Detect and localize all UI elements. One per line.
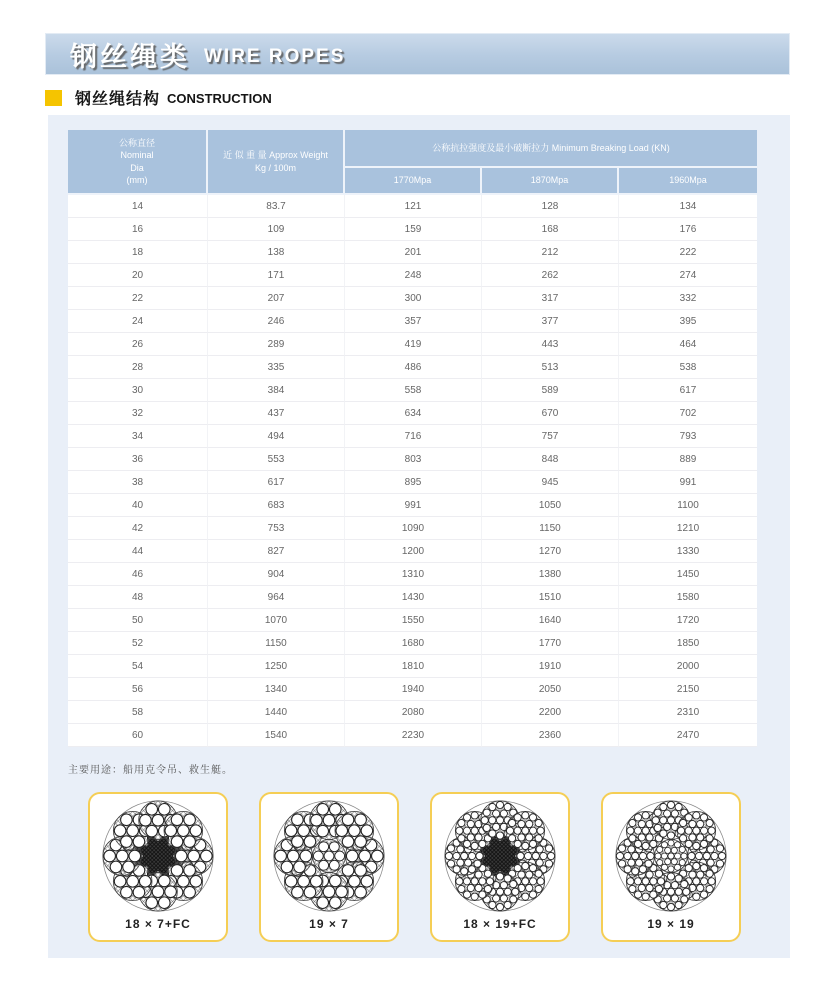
- cell-1960: 2000: [619, 655, 757, 678]
- cell-1960: 134: [619, 195, 757, 218]
- diagram-row: [48, 792, 790, 942]
- cell-weight: 437: [208, 402, 345, 425]
- table-row: [68, 563, 757, 586]
- cell-1960: 332: [619, 287, 757, 310]
- table-row: [68, 701, 757, 724]
- cell-1960: 1720: [619, 609, 757, 632]
- cell-weight: 1340: [208, 678, 345, 701]
- cell-1870: 168: [482, 218, 619, 241]
- table-row: [68, 402, 757, 425]
- content-panel: [48, 115, 790, 958]
- cell-dia: 42: [68, 517, 208, 540]
- diagram-card-18x7fc: [88, 792, 228, 942]
- cell-1960: 1450: [619, 563, 757, 586]
- cell-weight: 246: [208, 310, 345, 333]
- diagram-label: 19 × 7: [309, 917, 349, 931]
- cell-weight: 553: [208, 448, 345, 471]
- cell-dia: 48: [68, 586, 208, 609]
- col-header-grade-1870: 1870Mpa: [482, 168, 619, 195]
- cell-1960: 991: [619, 471, 757, 494]
- rope-cross-section-19x7-image: [271, 798, 387, 914]
- cell-1770: 121: [345, 195, 482, 218]
- spec-table: [68, 130, 757, 747]
- cell-1770: 419: [345, 333, 482, 356]
- cell-weight: 827: [208, 540, 345, 563]
- cell-1770: 1680: [345, 632, 482, 655]
- table-row: [68, 287, 757, 310]
- table-row: [68, 448, 757, 471]
- cell-dia: 14: [68, 195, 208, 218]
- cell-1960: 1850: [619, 632, 757, 655]
- spec-table-body: [68, 195, 757, 747]
- cell-weight: 1070: [208, 609, 345, 632]
- cell-weight: 1540: [208, 724, 345, 747]
- cell-1870: 1640: [482, 609, 619, 632]
- col1-en1: Nominal: [120, 150, 154, 161]
- cell-1960: 793: [619, 425, 757, 448]
- cell-1870: 443: [482, 333, 619, 356]
- cell-1870: 1770: [482, 632, 619, 655]
- col-header-grade-1770: 1770Mpa: [345, 168, 482, 195]
- table-row: [68, 724, 757, 747]
- cell-dia: 44: [68, 540, 208, 563]
- cell-1870: 848: [482, 448, 619, 471]
- section-header: [45, 86, 272, 109]
- table-row: [68, 609, 757, 632]
- cell-dia: 32: [68, 402, 208, 425]
- cell-weight: 753: [208, 517, 345, 540]
- cell-1870: 2360: [482, 724, 619, 747]
- cell-dia: 52: [68, 632, 208, 655]
- cell-weight: 964: [208, 586, 345, 609]
- cell-1870: 945: [482, 471, 619, 494]
- cell-1770: 2080: [345, 701, 482, 724]
- col2-line1: 近 似 重 量 Approx Weight: [223, 150, 328, 161]
- table-row: [68, 379, 757, 402]
- cell-1960: 1580: [619, 586, 757, 609]
- diagram-card-19x7: [259, 792, 399, 942]
- cell-1870: 513: [482, 356, 619, 379]
- cell-1870: 1150: [482, 517, 619, 540]
- col-header-grade-1960: 1960Mpa: [619, 168, 757, 195]
- cell-1870: 1510: [482, 586, 619, 609]
- usage-note: 主要用途：船用克令吊、救生艇。: [68, 765, 233, 776]
- cell-dia: 18: [68, 241, 208, 264]
- cell-1770: 1090: [345, 517, 482, 540]
- table-row: [68, 356, 757, 379]
- table-row: [68, 655, 757, 678]
- rope-cross-section-18x19fc-image: [442, 798, 558, 914]
- cell-1870: 757: [482, 425, 619, 448]
- cell-1770: 716: [345, 425, 482, 448]
- diagram-label: 18 × 7+FC: [125, 917, 191, 931]
- cell-1960: 1210: [619, 517, 757, 540]
- cell-1870: 128: [482, 195, 619, 218]
- diagram-card-19x19: [601, 792, 741, 942]
- cell-weight: 1440: [208, 701, 345, 724]
- cell-1870: 377: [482, 310, 619, 333]
- diagram-label: 19 × 19: [647, 917, 695, 931]
- section-title-en: CONSTRUCTION: [167, 91, 272, 106]
- cell-weight: 83.7: [208, 195, 345, 218]
- cell-dia: 24: [68, 310, 208, 333]
- cell-1770: 2230: [345, 724, 482, 747]
- cell-1870: 2200: [482, 701, 619, 724]
- cell-1770: 558: [345, 379, 482, 402]
- cell-dia: 38: [68, 471, 208, 494]
- cell-1960: 2470: [619, 724, 757, 747]
- cell-weight: 1250: [208, 655, 345, 678]
- table-row: [68, 540, 757, 563]
- cell-dia: 56: [68, 678, 208, 701]
- cell-1960: 274: [619, 264, 757, 287]
- cell-weight: 289: [208, 333, 345, 356]
- page-title-bar: [45, 33, 790, 75]
- cell-1870: 1910: [482, 655, 619, 678]
- cell-dia: 22: [68, 287, 208, 310]
- cell-1770: 486: [345, 356, 482, 379]
- cell-dia: 58: [68, 701, 208, 724]
- cell-dia: 34: [68, 425, 208, 448]
- cell-1960: 222: [619, 241, 757, 264]
- cell-1770: 1310: [345, 563, 482, 586]
- col1-en2: Dia: [130, 162, 144, 173]
- cell-1960: 2150: [619, 678, 757, 701]
- cell-1770: 1810: [345, 655, 482, 678]
- col-header-nominal-dia: [68, 130, 208, 195]
- table-row: [68, 586, 757, 609]
- cell-weight: 617: [208, 471, 345, 494]
- cell-weight: 207: [208, 287, 345, 310]
- cell-weight: 683: [208, 494, 345, 517]
- cell-dia: 40: [68, 494, 208, 517]
- cell-weight: 335: [208, 356, 345, 379]
- cell-weight: 1150: [208, 632, 345, 655]
- cell-dia: 28: [68, 356, 208, 379]
- cell-weight: 109: [208, 218, 345, 241]
- cell-weight: 138: [208, 241, 345, 264]
- table-row: [68, 264, 757, 287]
- cell-dia: 16: [68, 218, 208, 241]
- table-row: [68, 333, 757, 356]
- cell-1770: 803: [345, 448, 482, 471]
- cell-1960: 889: [619, 448, 757, 471]
- cell-1770: 357: [345, 310, 482, 333]
- cell-1770: 1200: [345, 540, 482, 563]
- cell-dia: 54: [68, 655, 208, 678]
- diagram-card-18x19fc: [430, 792, 570, 942]
- table-row: [68, 494, 757, 517]
- cell-weight: 904: [208, 563, 345, 586]
- cell-dia: 36: [68, 448, 208, 471]
- rope-cross-section-18x7fc-image: [100, 798, 216, 914]
- col-header-breaking-load: 公称抗拉强度及最小破断拉力 Minimum Breaking Load (KN): [345, 130, 757, 168]
- cell-dia: 46: [68, 563, 208, 586]
- rope-cross-section-19x19-image: [613, 798, 729, 914]
- table-row: [68, 195, 757, 218]
- cell-1870: 212: [482, 241, 619, 264]
- cell-1870: 2050: [482, 678, 619, 701]
- cell-1960: 464: [619, 333, 757, 356]
- cell-1770: 159: [345, 218, 482, 241]
- cell-1870: 262: [482, 264, 619, 287]
- table-row: [68, 310, 757, 333]
- col2-line2: Kg / 100m: [254, 162, 297, 173]
- cell-dia: 20: [68, 264, 208, 287]
- cell-dia: 26: [68, 333, 208, 356]
- cell-1770: 1940: [345, 678, 482, 701]
- cell-1960: 395: [619, 310, 757, 333]
- table-row: [68, 632, 757, 655]
- page-title-en: WIRE ROPES: [204, 46, 346, 67]
- col-header-approx-weight: [208, 130, 345, 195]
- cell-1960: 1330: [619, 540, 757, 563]
- cell-weight: 171: [208, 264, 345, 287]
- table-row: [68, 517, 757, 540]
- cell-1770: 201: [345, 241, 482, 264]
- cell-1770: 1550: [345, 609, 482, 632]
- diagram-label: 18 × 19+FC: [463, 917, 537, 931]
- col1-zh: 公称直径: [118, 138, 155, 149]
- yellow-square-icon: [45, 90, 62, 106]
- cell-1960: 1100: [619, 494, 757, 517]
- table-row: [68, 425, 757, 448]
- cell-1870: 317: [482, 287, 619, 310]
- table-row: [68, 678, 757, 701]
- cell-1770: 300: [345, 287, 482, 310]
- cell-dia: 50: [68, 609, 208, 632]
- cell-1770: 991: [345, 494, 482, 517]
- cell-1870: 589: [482, 379, 619, 402]
- cell-1870: 1050: [482, 494, 619, 517]
- cell-weight: 494: [208, 425, 345, 448]
- cell-1960: 2310: [619, 701, 757, 724]
- cell-1770: 634: [345, 402, 482, 425]
- cell-1960: 538: [619, 356, 757, 379]
- cell-1960: 702: [619, 402, 757, 425]
- cell-dia: 30: [68, 379, 208, 402]
- cell-1960: 176: [619, 218, 757, 241]
- section-title-zh: 钢丝绳结构: [75, 91, 161, 108]
- col1-unit: (mm): [126, 174, 148, 185]
- table-row: [68, 218, 757, 241]
- cell-weight: 384: [208, 379, 345, 402]
- cell-1960: 617: [619, 379, 757, 402]
- cell-1870: 1380: [482, 563, 619, 586]
- table-row: [68, 471, 757, 494]
- table-row: [68, 241, 757, 264]
- cell-1770: 1430: [345, 586, 482, 609]
- cell-1770: 895: [345, 471, 482, 494]
- page-title-zh: 钢丝绳类: [70, 41, 190, 72]
- cell-1770: 248: [345, 264, 482, 287]
- cell-1870: 670: [482, 402, 619, 425]
- cell-1870: 1270: [482, 540, 619, 563]
- cell-dia: 60: [68, 724, 208, 747]
